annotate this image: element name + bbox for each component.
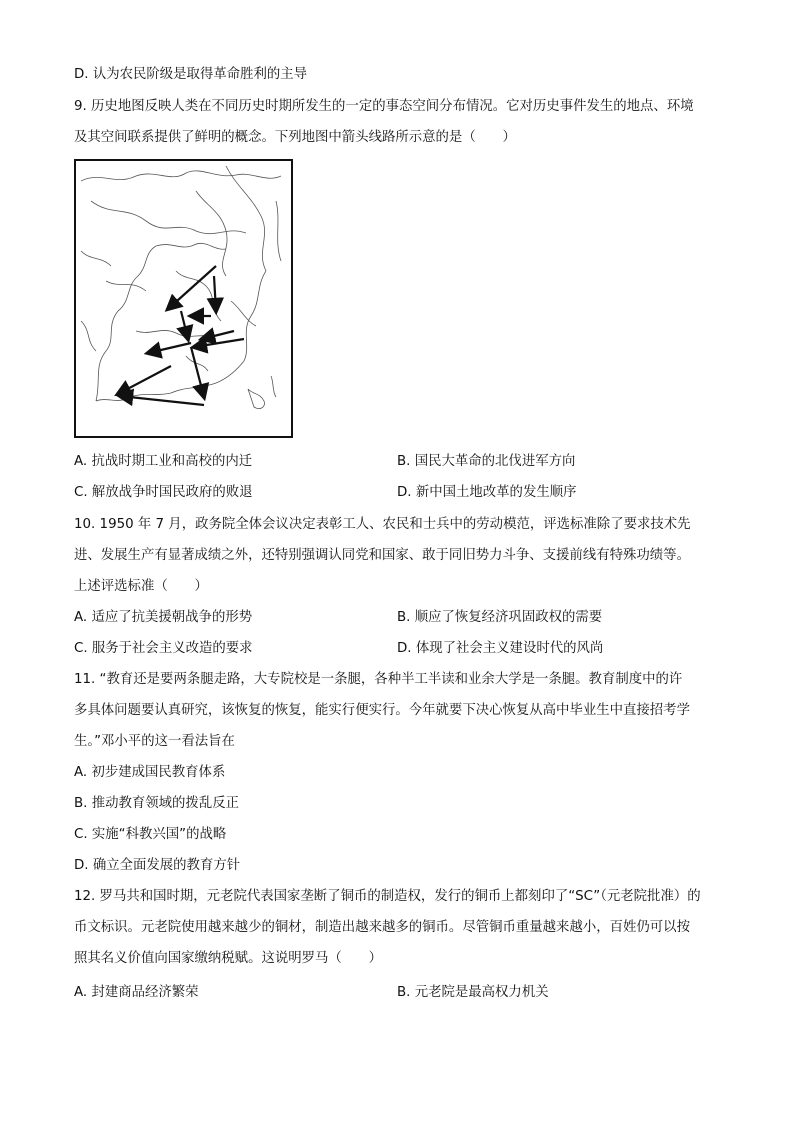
route-arrow [181, 311, 188, 339]
route-arrow [202, 331, 234, 339]
q9-option-d: D. 新中国土地改革的发生顺序 [397, 485, 577, 500]
q8-option-d: D. 认为农民阶级是取得革命胜利的主导 [74, 67, 308, 82]
q11-option-c: C. 实施“科教兴国”的战略 [74, 827, 227, 842]
q12-option-a: A. 封建商品经济繁荣 [74, 985, 199, 1000]
q10-stem-line-1: 10. 1950 年 7 月，政务院全体会议决定表彰工人、农民和士兵中的劳动模范，评选标准除了要求技术先 [74, 517, 691, 532]
route-arrow [148, 343, 191, 353]
q11-option-a: A. 初步建成国民教育体系 [74, 765, 226, 780]
q11-stem-line-1: 11. “教育还是要两条腿走路，大专院校是一条腿，各种半工半读和业余大学是一条腿。教育制度中的许 [74, 672, 683, 687]
q9-option-b: B. 国民大革命的北伐进军方向 [397, 454, 576, 469]
q10-stem-line-2: 进、发展生产有显著成绩之外，还特别强调认同党和国家、敢于同旧势力斗争、支援前线有特殊功绩等。 [74, 548, 690, 563]
q12-stem-line-3: 照其名义价值向国家缴纳税赋。这说明罗马（ ） [74, 951, 382, 966]
q10-option-a: A. 适应了抗美援朝战争的形势 [74, 610, 253, 625]
q10-option-b: B. 顺应了恢复经济巩固政权的需要 [397, 610, 603, 625]
q9-option-a: A. 抗战时期工业和高校的内迁 [74, 454, 253, 469]
map-outlines [81, 166, 281, 409]
route-arrow [168, 266, 216, 309]
q11-option-d: D. 确立全面发展的教育方针 [74, 858, 241, 873]
q11-option-b: B. 推动教育领域的拨乱反正 [74, 796, 239, 811]
q10-option-d: D. 体现了社会主义建设时代的风尚 [397, 641, 604, 656]
historical-route-map [74, 159, 293, 438]
route-arrow [120, 396, 204, 405]
q9-option-c: C. 解放战争时国民政府的败退 [74, 485, 253, 500]
q9-stem-line-2: 及其空间联系提供了鲜明的概念。下列地图中箭头线路所示意的是（ ） [74, 130, 516, 145]
map-drawing [76, 161, 291, 436]
route-arrow [191, 347, 204, 397]
q10-option-c: C. 服务于社会主义改造的要求 [74, 641, 253, 656]
route-arrow [194, 339, 244, 347]
q12-stem-line-1: 12. 罗马共和国时期，元老院代表国家垄断了铜币的制造权，发行的铜币上都刻印了“SC”（元老院批准）的 [74, 889, 701, 904]
q11-stem-line-3: 生。”邓小平的这一看法旨在 [74, 734, 235, 749]
q11-stem-line-2: 多具体问题要认真研究，该恢复的恢复，能实行便实行。今年就要下决心恢复从高中毕业生中直接招考学 [74, 703, 690, 718]
q9-stem-line-1: 9. 历史地图反映人类在不同历史时期所发生的一定的事态空间分布情况。它对历史事件发生的地点、环境 [74, 99, 694, 114]
q10-stem-line-3: 上述评选标准（ ） [74, 579, 208, 594]
route-arrow [118, 366, 171, 394]
q12-stem-line-2: 币文标识。元老院使用越来越少的铜材，制造出越来越多的铜币。尽管铜币重量越来越小，百姓仍可以按 [74, 920, 690, 935]
q12-option-b: B. 元老院是最高权力机关 [397, 985, 549, 1000]
